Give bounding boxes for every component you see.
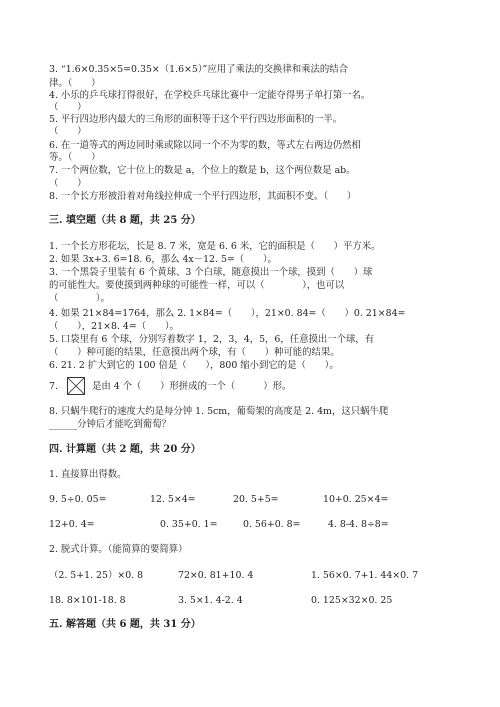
calc-item: 72×0. 81+10. 4 [178, 570, 254, 581]
section5-title: 五. 解答题（共 6 题，共 31 分） [49, 619, 201, 630]
calc-item: 18. 8×101-18. 8 [49, 595, 126, 606]
judge-q3-line2: 律。（ ） [49, 78, 101, 89]
fill-q4-line1: 4. 如果 21×84=1764，那么 2. 1×84=（ ），21×0. 84=（ ）0. 21×84= [49, 308, 406, 319]
section4-title: 四. 计算题（共 2 题，共 20 分） [49, 444, 201, 455]
judge-q5-line1: 5. 平行四边形内最大的三角形的面积等于这个平行四边形面积的一半。 [49, 114, 343, 125]
square-diagonals-figure [67, 377, 85, 395]
calc-item: 10+0. 25×4= [323, 494, 389, 505]
fill-q3-line1: 3. 一个黑袋子里装有 6 个黄球、3 个白球，随意摸出一个球，摸到（ ）球 [49, 267, 373, 278]
fill-q5-line1: 5. 口袋里有 6 个球，分别写着数字 1，2，3，4，5，6，任意摸出一个球，有 [49, 334, 375, 345]
calc-item: 20. 5+5= [233, 494, 279, 505]
judge-q5-line2: （ ） [49, 126, 87, 137]
judge-q7-line2: （ ） [49, 178, 87, 189]
calc-item: 12. 5×4= [150, 494, 196, 505]
calc-sub2: 2. 脱式计算。（能简算的要简算） [49, 544, 188, 555]
calc-sub1: 1. 直接算出得数。 [49, 469, 127, 480]
judge-q6-line1: 6. 在一道等式的两边同时乘或除以同一个不为零的数，等式左右两边仍然相 [49, 140, 361, 151]
judge-q3-line1: 3. “1.6×0.35×5=0.35×（1.6×5）”应用了乘法的交换律和乘法的结合 [49, 64, 348, 75]
fill-q5-line2: （ ）种可能的结果，任意摸出两个球，有（ ）种可能的结果。 [49, 347, 340, 358]
fill-q6: 6. 21. 2 扩大到它的 100 倍是（ ），800 缩小到它的是（ ）。 [49, 360, 339, 371]
judge-q6-line2: 等。（ ） [49, 152, 101, 163]
fill-q7-text: 是由 4 个（ ）形拼成的一个（ ）形。 [92, 381, 292, 392]
judge-q8-line1: 8. 一个长方形被沿着对角线拉伸成一个平行四边形，其面积不变。（ ） [49, 191, 357, 202]
judge-q4-line1: 4. 小乐的乒乓球打得很好，在学校乒乓球比赛中一定能夺得男子单打第一名。 [49, 90, 371, 101]
fill-q1: 1. 一个长方形花坛，长是 8. 7 米，宽是 6. 6 米，它的面积是（ ）平方米。 [49, 241, 381, 252]
calc-item: 3. 5×1. 4-2. 4 [178, 595, 243, 606]
fill-q7-number: 7. [49, 381, 58, 392]
judge-q7-line1: 7. 一个两位数，它十位上的数是 a，个位上的数是 b，这个两位数是 ab。 [49, 165, 356, 176]
fill-q8-line2: ______分钟后才能吃到葡萄？ [49, 419, 171, 430]
judge-q4-line2: （ ） [49, 102, 87, 113]
fill-q8-line1: 8. 只蜗牛爬行的速度大约是每分钟 1. 5cm，葡萄架的高度是 2. 4m，这只蜗牛爬 [49, 406, 389, 417]
calc-item: 4. 8-4. 8÷8= [328, 519, 389, 530]
fill-q2: 2. 如果 3x+3. 6=18. 6，那么 4x－12. 5=（ ）。 [49, 254, 277, 265]
calc-item: 0. 56+0. 8= [243, 519, 301, 530]
section3-title: 三. 填空题（共 8 题，共 25 分） [49, 215, 201, 226]
calc-item: 12+0. 4= [49, 519, 95, 530]
fill-q3-line3: （ ）。 [49, 293, 110, 304]
calc-item: （2. 5+1. 25）×0. 8 [49, 570, 144, 581]
calc-item: 9. 5÷0. 05= [49, 494, 107, 505]
fill-q3-line2: 的可能性大。要使摸到两种球的可能性一样，可以（ ），也可以 [49, 280, 345, 291]
fill-q4-line2: （ ），21×8. 4=（ ）。 [49, 321, 179, 332]
calc-item: 0. 125×32×0. 25 [311, 595, 393, 606]
calc-item: 1. 56×0. 7+1. 44×0. 7 [311, 570, 419, 581]
calc-item: 0. 35+0. 1= [160, 519, 218, 530]
